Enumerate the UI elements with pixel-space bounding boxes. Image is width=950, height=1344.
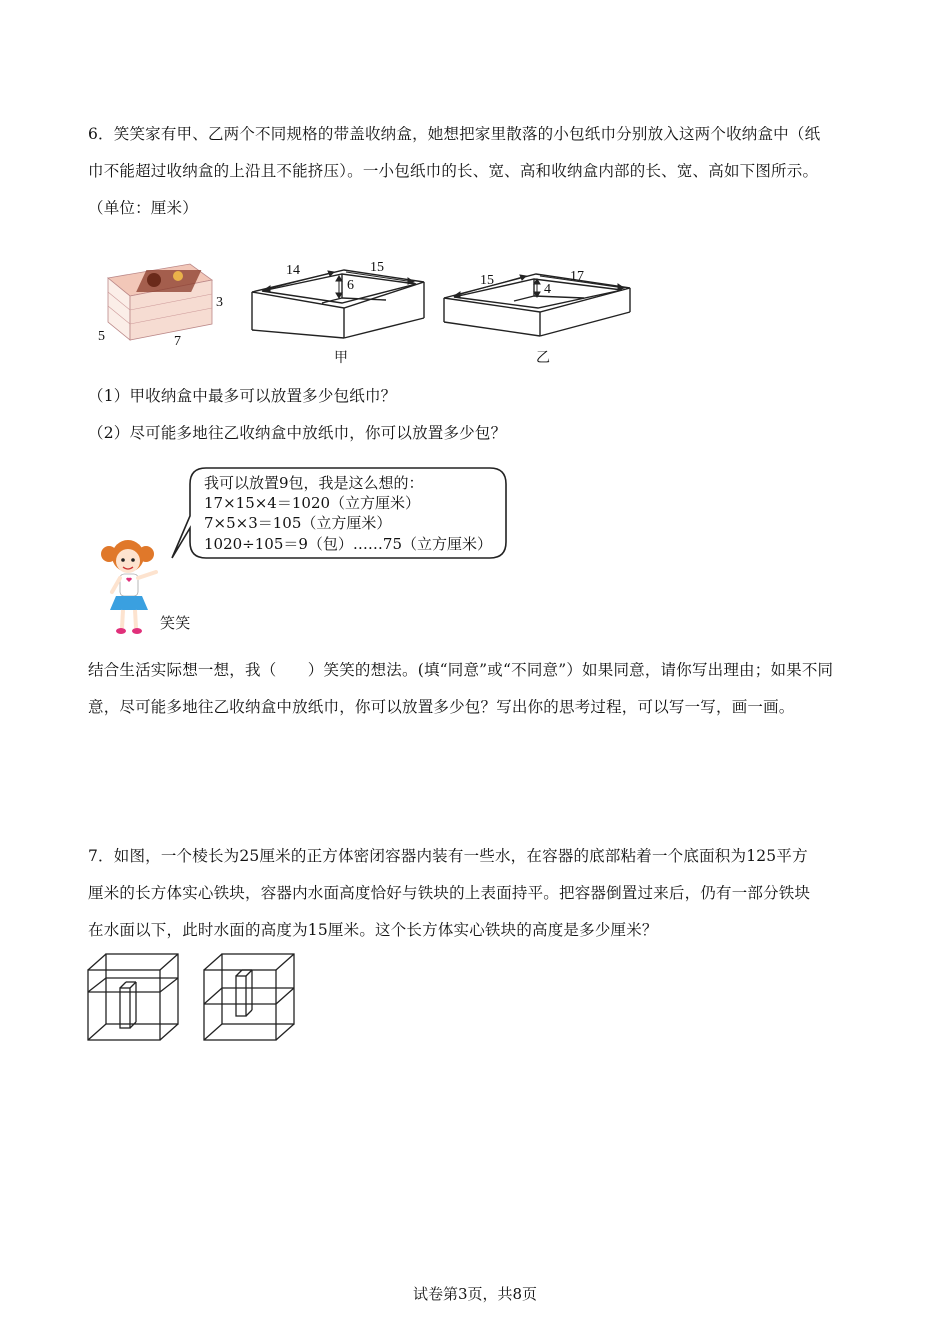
q7-line-1: 7．如图，一个棱长为25厘米的正方体密闭容器内装有一些水，在容器的底部粘着一个底面积为125平方 [88,847,808,865]
q6-line-1: 6．笑笑家有甲、乙两个不同规格的带盖收纳盒，她想把家里散落的小包纸巾分别放入这两个收纳盒中（纸 [88,125,821,143]
q6-line-3: （单位：厘米） [88,199,198,217]
q6-sub-1: （1）甲收纳盒中最多可以放置多少包纸巾？ [88,387,397,405]
bubble-line-4: 1020÷105＝9（包）……75（立方厘米） [204,535,493,553]
girl-name: 笑笑 [160,614,191,632]
bubble-line-1: 我可以放置9包，我是这么想的： [204,474,424,492]
box-a-dim-2: 15 [370,260,384,275]
q6-ask-2: 意，尽可能多地往乙收纳盒中放纸巾，你可以放置多少包？写出你的思考过程，可以写一写，画一画。 [88,698,795,716]
girl-illustration [100,534,164,638]
box-b-figure [440,258,635,368]
q6-ask-1: 结合生活实际想一想，我（ ）笑笑的想法。(填“同意”或“不同意”）如果同意，请你写出理由；如果不同 [88,661,834,679]
tissue-width-label: 5 [98,329,105,344]
page-footer: 试卷第3页，共8页 [412,1285,538,1303]
box-b-height: 4 [544,282,551,297]
box-a-name: 甲 [334,351,348,366]
tissue-height-label: 3 [216,295,223,310]
box-b-dim-2: 17 [570,269,584,284]
box-a-figure [246,258,431,368]
q7-line-2: 厘米的长方体实心铁块，容器内水面高度恰好与铁块的上表面持平。把容器倒置过来后，仍有一部分铁块 [88,884,811,902]
tissue-length-label: 7 [174,334,181,349]
bubble-line-3: 7×5×3＝105（立方厘米） [204,514,392,532]
box-a-height: 6 [347,278,354,293]
box-b-dim-1: 15 [480,273,494,288]
box-a-dim-1: 14 [286,263,300,278]
q6-sub-2: （2）尽可能多地往乙收纳盒中放纸巾，你可以放置多少包？ [88,424,507,442]
cube-figure-inverted [202,952,298,1044]
box-b-name: 乙 [536,351,550,366]
tissue-pack-figure [94,258,234,353]
bubble-line-2: 17×15×4＝1020（立方厘米） [204,494,421,512]
q7-line-3: 在水面以下，此时水面的高度为15厘米。这个长方体实心铁块的高度是多少厘米？ [88,921,658,939]
cube-figure-upright [86,952,182,1044]
q6-line-2: 巾不能超过收纳盒的上沿且不能挤压）。一小包纸巾的长、宽、高和收纳盒内部的长、宽、高如下图所示。 [88,162,819,180]
